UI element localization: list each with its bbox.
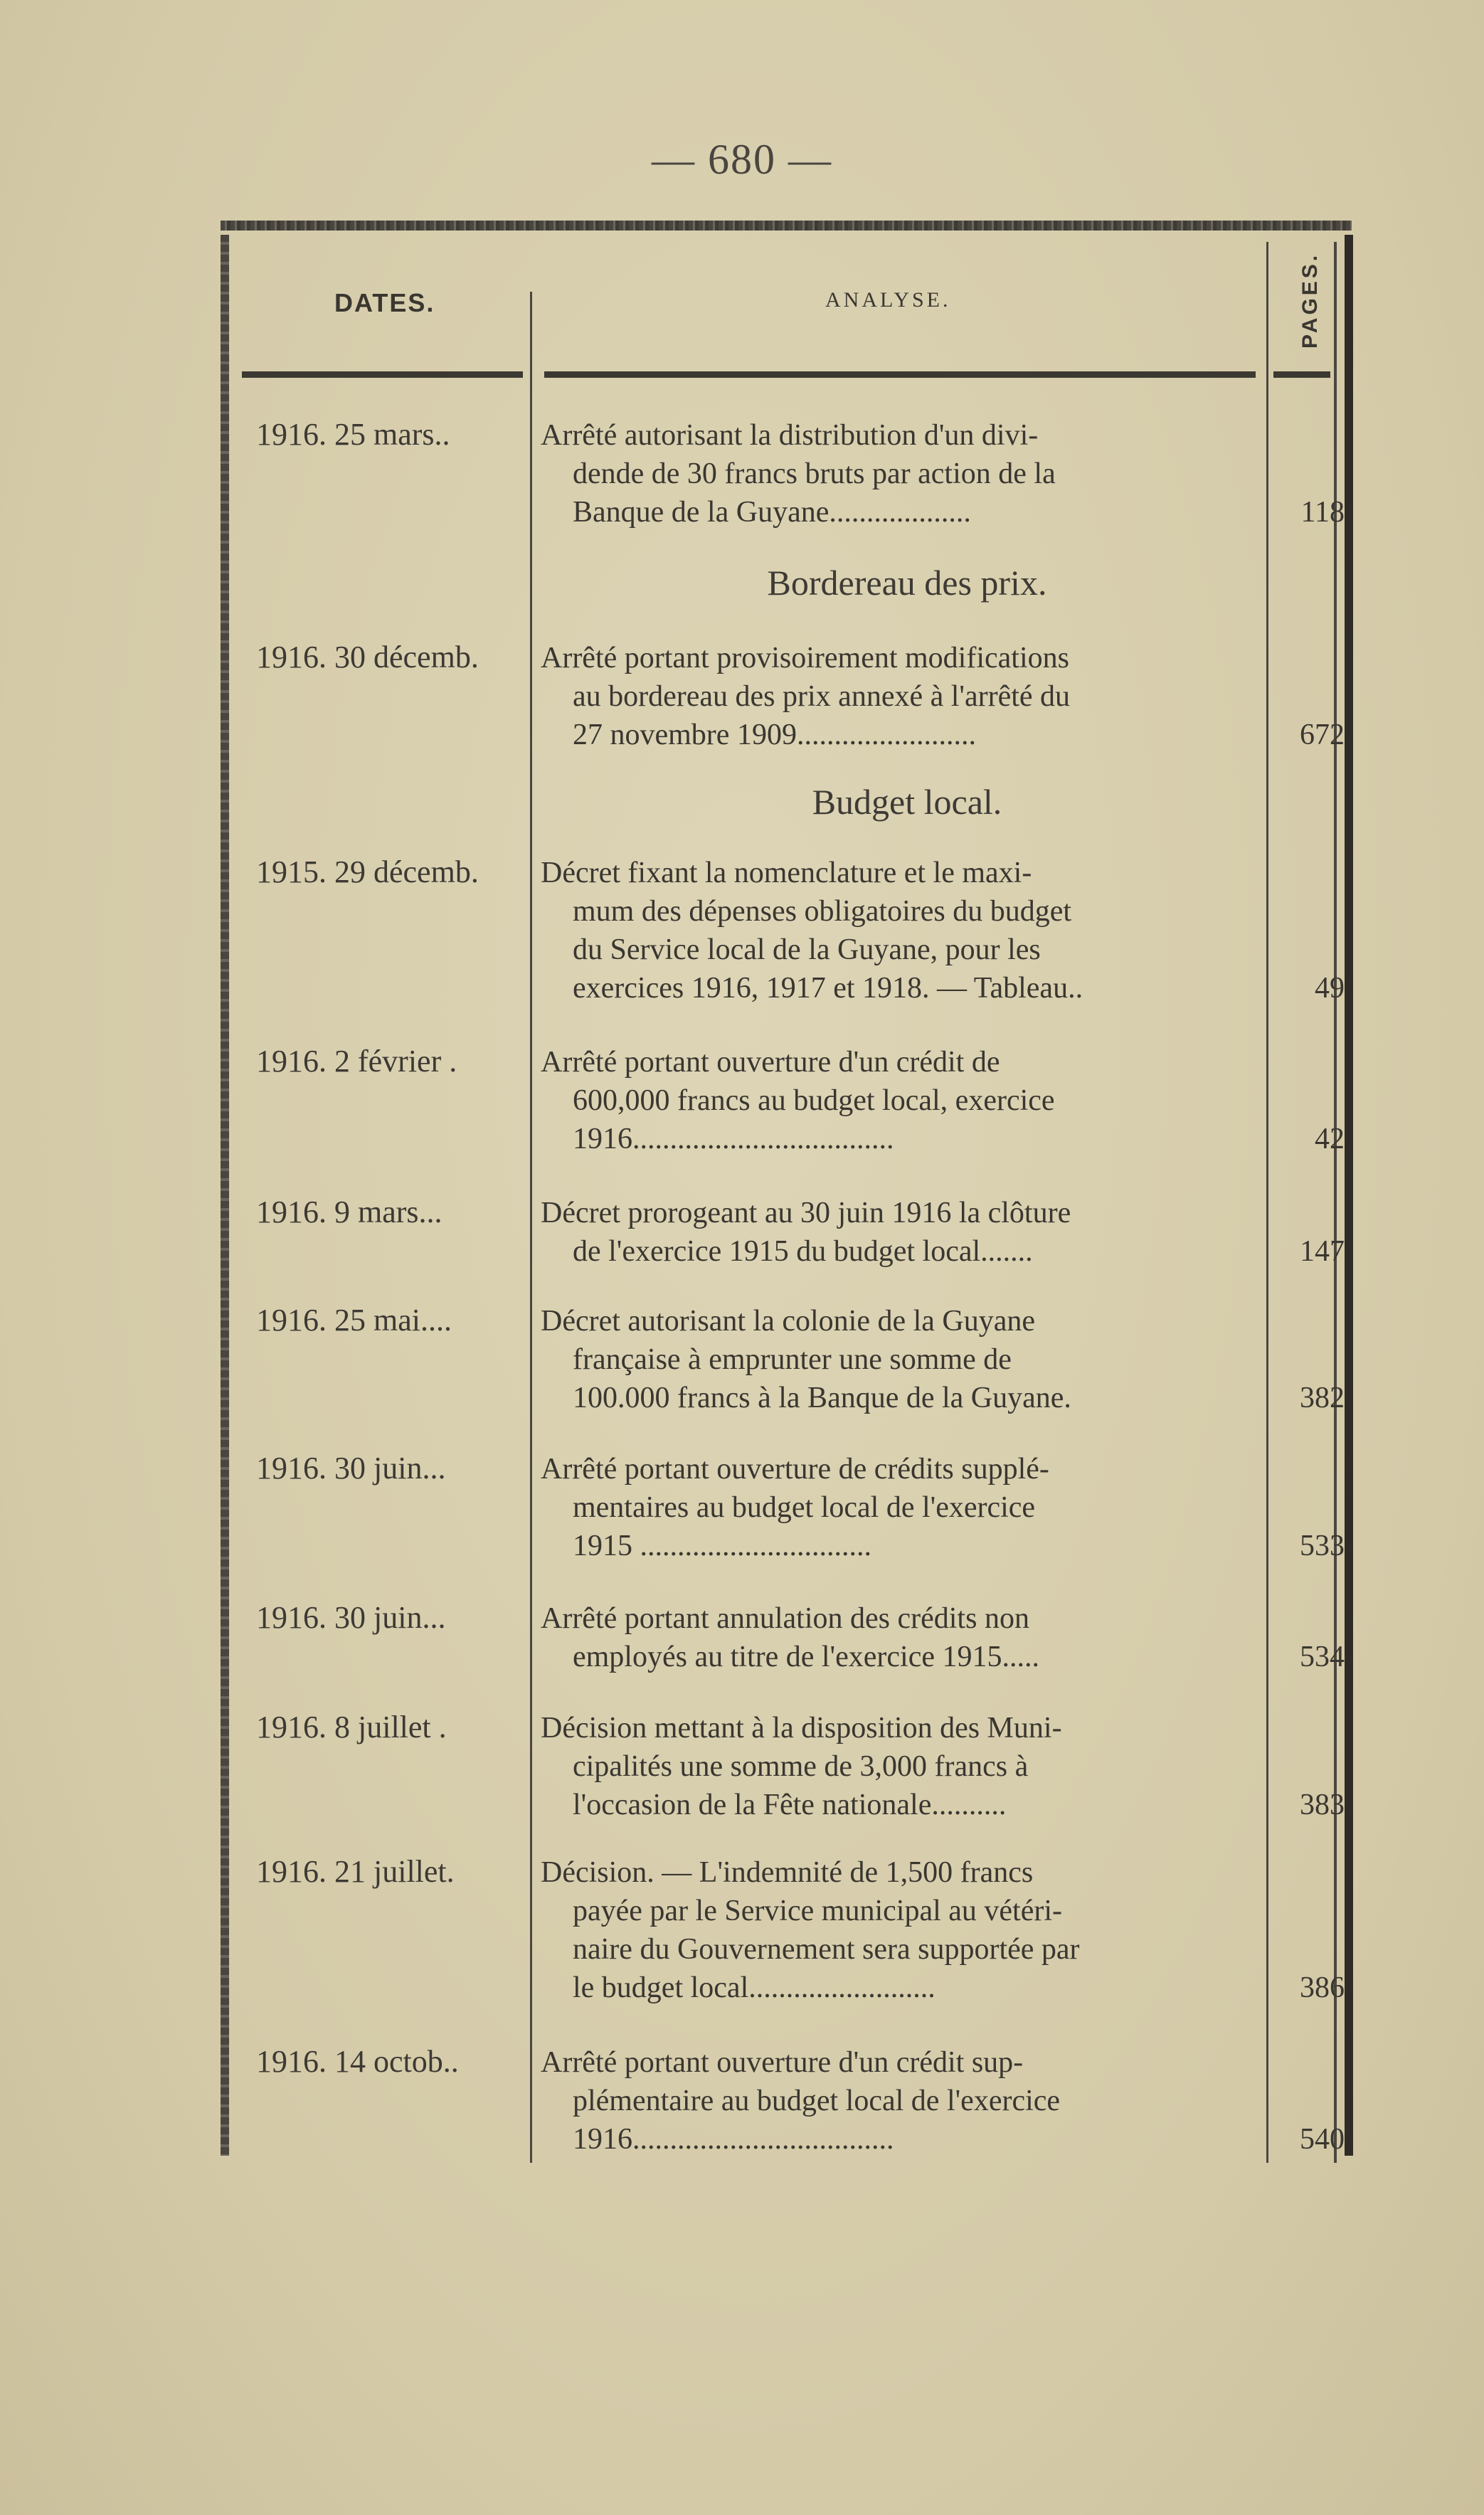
analysis-line: mentaires au budget local de l'exercice xyxy=(573,1491,1036,1524)
header-analyse: ANALYSE. xyxy=(825,288,951,312)
entry-page: 672 xyxy=(1300,719,1345,751)
analysis-line: 100.000 francs à la Banque de la Guyane. xyxy=(573,1382,1071,1414)
header-rule-analyse xyxy=(544,371,1256,378)
analysis-line: employés au titre de l'exercice 1915..... xyxy=(573,1641,1039,1673)
analysis-line: du Service local de la Guyane, pour les xyxy=(573,933,1041,966)
entry-date: 1916. 21 juillet. xyxy=(256,1854,455,1889)
analysis-line: Banque de la Guyane................... xyxy=(573,496,971,529)
analysis-line: l'occasion de la Fête nationale.......... xyxy=(573,1789,1007,1821)
analysis-line: Arrêté portant ouverture de crédits supplé- xyxy=(541,1453,1049,1486)
section-heading: Bordereau des prix. xyxy=(767,563,1047,603)
analysis-line: Arrêté portant ouverture d'un crédit sup- xyxy=(541,2046,1024,2079)
entry-page: 540 xyxy=(1300,2123,1345,2156)
entry-analysis xyxy=(541,1709,1252,1824)
analysis-line: Décision mettant à la disposition des Muni- xyxy=(541,1712,1062,1744)
entry-analysis xyxy=(541,1302,1252,1417)
analysis-line: de l'exercice 1915 du budget local....... xyxy=(573,1235,1033,1268)
analysis-line: 27 novembre 1909........................ xyxy=(573,719,976,751)
analysis-line: Arrêté autorisant la distribution d'un divi- xyxy=(541,419,1039,452)
analysis-line: 600,000 francs au budget local, exercice xyxy=(573,1084,1055,1117)
analysis-line: Arrêté portant ouverture d'un crédit de xyxy=(541,1046,1000,1079)
column-divider-pages xyxy=(1266,242,1268,2163)
entry-page: 49 xyxy=(1315,972,1345,1005)
analysis-line: payée par le Service municipal au vétéri- xyxy=(573,1895,1062,1927)
analysis-line: cipalités une somme de 3,000 francs à xyxy=(573,1750,1029,1783)
section-heading: Budget local. xyxy=(812,782,1002,822)
entry-analysis xyxy=(541,1599,1252,1676)
entry-page: 118 xyxy=(1300,496,1345,529)
entry-analysis xyxy=(541,1450,1252,1565)
left-frame xyxy=(221,235,229,2156)
entry-date: 1916. 30 juin... xyxy=(256,1451,446,1486)
index-table xyxy=(221,213,1352,2163)
entry-date: 1916. 25 mai.... xyxy=(256,1303,452,1338)
analysis-line: Décret autorisant la colonie de la Guyane xyxy=(541,1305,1036,1338)
entry-page: 386 xyxy=(1300,1971,1345,2004)
header-dates: DATES. xyxy=(334,288,435,317)
analysis-line: mum des dépenses obligatoires du budget xyxy=(573,895,1072,928)
analysis-line: Décret prorogeant au 30 juin 1916 la clôture xyxy=(541,1197,1071,1229)
top-rule xyxy=(221,221,1352,231)
analysis-line: au bordereau des prix annexé à l'arrêté du xyxy=(573,680,1071,713)
analysis-line: 1916................................... xyxy=(573,2123,894,2156)
analysis-line: exercices 1916, 1917 et 1918. — Tableau.. xyxy=(573,972,1083,1005)
entry-date: 1915. 29 décemb. xyxy=(256,854,479,889)
header-pages: PAGES. xyxy=(1298,252,1322,349)
entry-analysis xyxy=(541,416,1252,531)
analysis-line: 1916................................... xyxy=(573,1123,894,1155)
header-rule-dates xyxy=(242,371,523,378)
entry-date: 1916. 2 février . xyxy=(256,1044,457,1079)
entry-page: 533 xyxy=(1300,1530,1345,1562)
entry-page: 382 xyxy=(1300,1382,1345,1414)
entry-date: 1916. 14 octob.. xyxy=(256,2044,459,2079)
analysis-line: française à emprunter une somme de xyxy=(573,1343,1012,1376)
column-divider-dates xyxy=(530,292,532,2163)
page-number: — 680 — xyxy=(652,136,832,183)
analysis-line: Arrêté portant provisoirement modifications xyxy=(541,642,1069,674)
entry-page: 42 xyxy=(1315,1123,1345,1155)
analysis-line: Arrêté portant annulation des crédits non xyxy=(541,1602,1029,1635)
entry-analysis xyxy=(541,1043,1252,1158)
analysis-line: Décret fixant la nomenclature et le maxi- xyxy=(541,857,1032,889)
entry-date: 1916. 30 décemb. xyxy=(256,640,479,674)
entry-analysis xyxy=(541,854,1252,1007)
entry-analysis xyxy=(541,2043,1252,2159)
entry-analysis xyxy=(541,1853,1252,2007)
right-frame xyxy=(1345,235,1353,2156)
analysis-line: dende de 30 francs bruts par action de la xyxy=(573,457,1056,490)
analysis-line: Décision. — L'indemnité de 1,500 francs xyxy=(541,1856,1034,1889)
analysis-line: plémentaire au budget local de l'exercice xyxy=(573,2085,1061,2117)
analysis-line: le budget local......................... xyxy=(573,1971,936,2004)
analysis-line: naire du Gouvernement sera supportée par xyxy=(573,1933,1080,1966)
entry-page: 147 xyxy=(1300,1235,1345,1268)
entry-analysis xyxy=(541,639,1252,754)
analysis-line: 1915 ............................... xyxy=(573,1530,871,1562)
entry-date: 1916. 30 juin... xyxy=(256,1600,446,1635)
entry-page: 383 xyxy=(1300,1789,1345,1821)
entry-date: 1916. 8 juillet . xyxy=(256,1710,447,1744)
header-rule-pages xyxy=(1273,371,1330,378)
entry-date: 1916. 9 mars... xyxy=(256,1195,442,1229)
entry-date: 1916. 25 mars.. xyxy=(256,417,450,452)
entry-analysis xyxy=(541,1194,1252,1271)
entry-page: 534 xyxy=(1300,1641,1345,1673)
